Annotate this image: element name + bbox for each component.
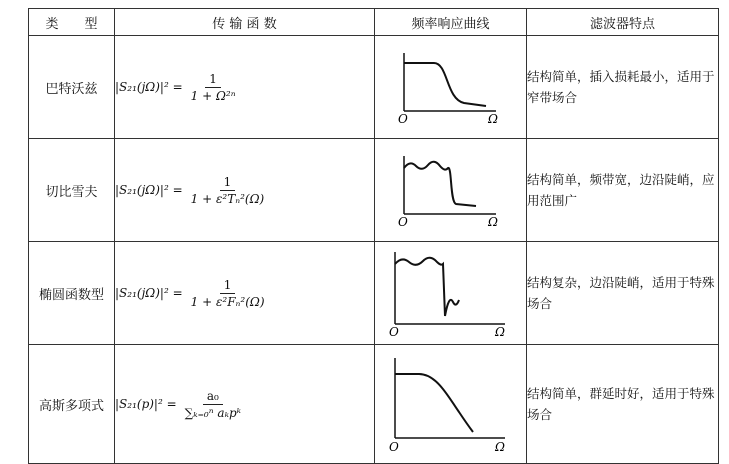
response-curve <box>404 162 476 206</box>
formula-numerator: 1 <box>220 278 236 294</box>
filter-type: 高斯多项式 <box>29 345 115 464</box>
elliptic-response-graph <box>387 248 515 338</box>
formula-lhs: |S₂₁(p)|² = <box>115 397 177 411</box>
origin-label: O <box>397 215 408 228</box>
frequency-response-cell <box>375 242 527 345</box>
omega-label: Ω <box>487 215 498 228</box>
transfer-function <box>115 345 375 464</box>
formula-numerator: 1 <box>205 72 221 88</box>
chebyshev-response-graph <box>396 152 506 228</box>
filter-type: 切比雪夫 <box>29 139 115 242</box>
gaussian-response-graph <box>387 354 515 454</box>
filter-features: 结构简单，插入损耗最小，适用于窄带场合 <box>527 36 719 139</box>
formula-lhs: |S₂₁(jΩ)|² = <box>115 80 183 94</box>
filter-type: 巴特沃兹 <box>29 36 115 139</box>
frequency-response-cell <box>375 36 527 139</box>
table-row-chebyshev <box>29 139 719 242</box>
origin-label: O <box>397 112 408 125</box>
transfer-function <box>115 139 375 242</box>
response-curve <box>395 258 459 316</box>
response-curve <box>404 63 486 106</box>
filter-features: 结构复杂，边沿陡峭，适用于特殊场合 <box>527 242 719 345</box>
header-type: 类 型 <box>29 9 115 36</box>
butterworth-response-graph <box>396 49 506 125</box>
formula-denominator: 1 + Ω²ⁿ <box>190 88 236 103</box>
formula-lhs: |S₂₁(jΩ)|² = <box>115 183 183 197</box>
filter-features: 结构简单，群延时好，适用于特殊场合 <box>527 345 719 464</box>
formula-denominator: 1 + ε²Tₙ²(Ω) <box>190 191 265 206</box>
response-curve <box>395 374 473 432</box>
table-row-elliptic <box>29 242 719 345</box>
frequency-response-cell <box>375 139 527 242</box>
filter-type: 椭圆函数型 <box>29 242 115 345</box>
transfer-function <box>115 242 375 345</box>
filter-features: 结构简单，频带宽，边沿陡峭，应用范围广 <box>527 139 719 242</box>
table-row-gaussian <box>29 345 719 464</box>
omega-label: Ω <box>487 112 498 125</box>
formula-numerator: a₀ <box>203 389 223 405</box>
header-row <box>29 9 719 36</box>
header-frequency-response: 频率响应曲线 <box>375 9 527 36</box>
header-transfer-function: 传 输 函 数 <box>115 9 375 36</box>
omega-label: Ω <box>494 325 505 338</box>
formula-denominator: 1 + ε²Fₙ²(Ω) <box>190 294 265 309</box>
table-row-butterworth <box>29 36 719 139</box>
filter-comparison-table <box>28 8 719 464</box>
formula-lhs: |S₂₁(jΩ)|² = <box>115 286 183 300</box>
formula-numerator: 1 <box>220 175 236 191</box>
origin-label: O <box>388 325 399 338</box>
origin-label: O <box>388 440 399 454</box>
frequency-response-cell <box>375 345 527 464</box>
omega-label: Ω <box>494 440 505 454</box>
transfer-function <box>115 36 375 139</box>
header-features: 滤波器特点 <box>527 9 719 36</box>
formula-denominator: ∑ₖ₌₀ⁿ aₖpᵏ <box>184 405 242 420</box>
